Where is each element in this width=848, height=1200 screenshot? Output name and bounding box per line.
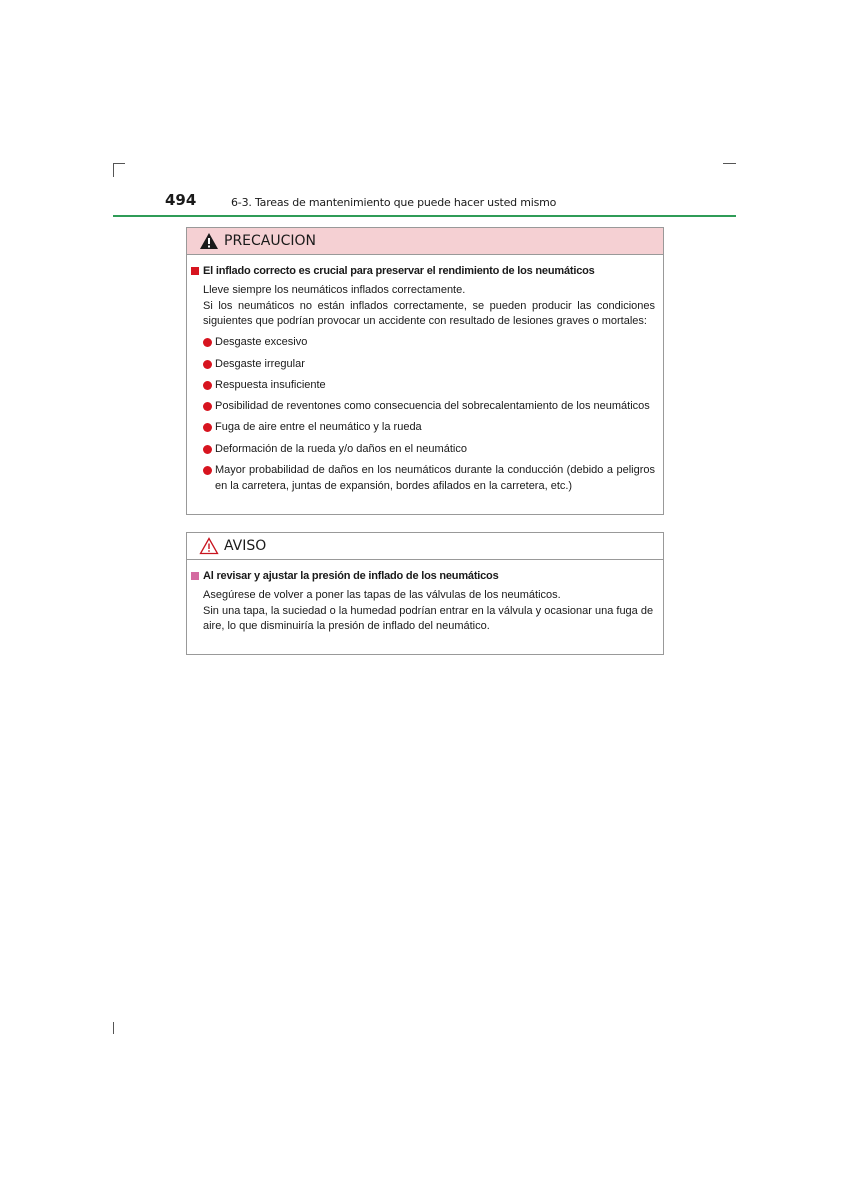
section-title: 6-3. Tareas de mantenimiento que puede hacer usted mismo: [231, 196, 557, 209]
aviso-para2: Sin una tapa, la suciedad o la humedad podrían entrar en la válvula y ocasionar una fuga de aire, lo que disminuiría la presión de inflado del neumático.: [203, 604, 654, 632]
precaucion-subhead-text: El inflado correcto es crucial para preservar el rendimiento de los neumáticos: [203, 265, 595, 277]
list-item: Respuesta insuficiente: [203, 378, 663, 394]
page-number: 494: [165, 191, 197, 209]
precaucion-box: [186, 227, 664, 515]
aviso-title: AVISO: [224, 538, 267, 554]
crop-mark-top-left-h: [113, 163, 125, 164]
aviso-para1: Asegúrese de volver a poner las tapas de las válvulas de los neumáticos.: [203, 589, 561, 601]
aviso-header: [187, 533, 663, 560]
warning-triangle-outline-icon: [199, 537, 219, 555]
red-dot-icon: [203, 360, 212, 369]
aviso-paragraph: [203, 588, 655, 635]
precaucion-para1: Lleve siempre los neumáticos inflados correctamente.: [203, 284, 466, 296]
aviso-subhead-text: Al revisar y ajustar la presión de inflado de los neumáticos: [203, 570, 499, 582]
red-dot-icon: [203, 423, 212, 432]
precaucion-body: [187, 255, 663, 494]
crop-mark-top-left-v: [113, 163, 114, 177]
list-item: Desgaste excesivo: [203, 335, 663, 351]
red-dot-icon: [203, 402, 212, 411]
precaucion-para2: Si los neumáticos no están inflados correctamente, se pueden producir las condiciones siguientes que podrían provocar un accidente con resultado de lesiones graves o mortales:: [203, 299, 655, 327]
aviso-subhead: [191, 570, 663, 582]
pink-square-icon: [191, 572, 199, 580]
list-item: Fuga de aire entre el neumático y la rueda: [203, 420, 663, 436]
warning-triangle-filled-icon: [199, 232, 219, 250]
red-dot-icon: [203, 338, 212, 347]
red-square-icon: [191, 267, 199, 275]
crop-mark-bottom-left-v: [113, 1022, 114, 1034]
red-dot-icon: [203, 445, 212, 454]
list-item: Posibilidad de reventones como consecuencia del sobrecalentamiento de los neumáticos: [203, 399, 663, 415]
precaucion-paragraph: [203, 283, 655, 330]
list-item: Deformación de la rueda y/o daños en el neumático: [203, 442, 663, 458]
crop-mark-top-right-h: [723, 163, 736, 164]
precaucion-header: [187, 228, 663, 255]
aviso-body: [187, 560, 663, 635]
precaucion-title: PRECAUCION: [224, 233, 317, 249]
red-dot-icon: [203, 466, 212, 475]
precaucion-bullet-list: [203, 335, 663, 494]
list-item: Desgaste irregular: [203, 357, 663, 373]
aviso-box: [186, 532, 664, 655]
precaucion-subhead: [191, 265, 663, 277]
list-item: Mayor probabilidad de daños en los neumáticos durante la conducción (debido a peligros en la carretera, juntas de expansión, bordes afilados en la carretera, etc.): [203, 463, 663, 494]
header-rule: [113, 215, 736, 217]
red-dot-icon: [203, 381, 212, 390]
